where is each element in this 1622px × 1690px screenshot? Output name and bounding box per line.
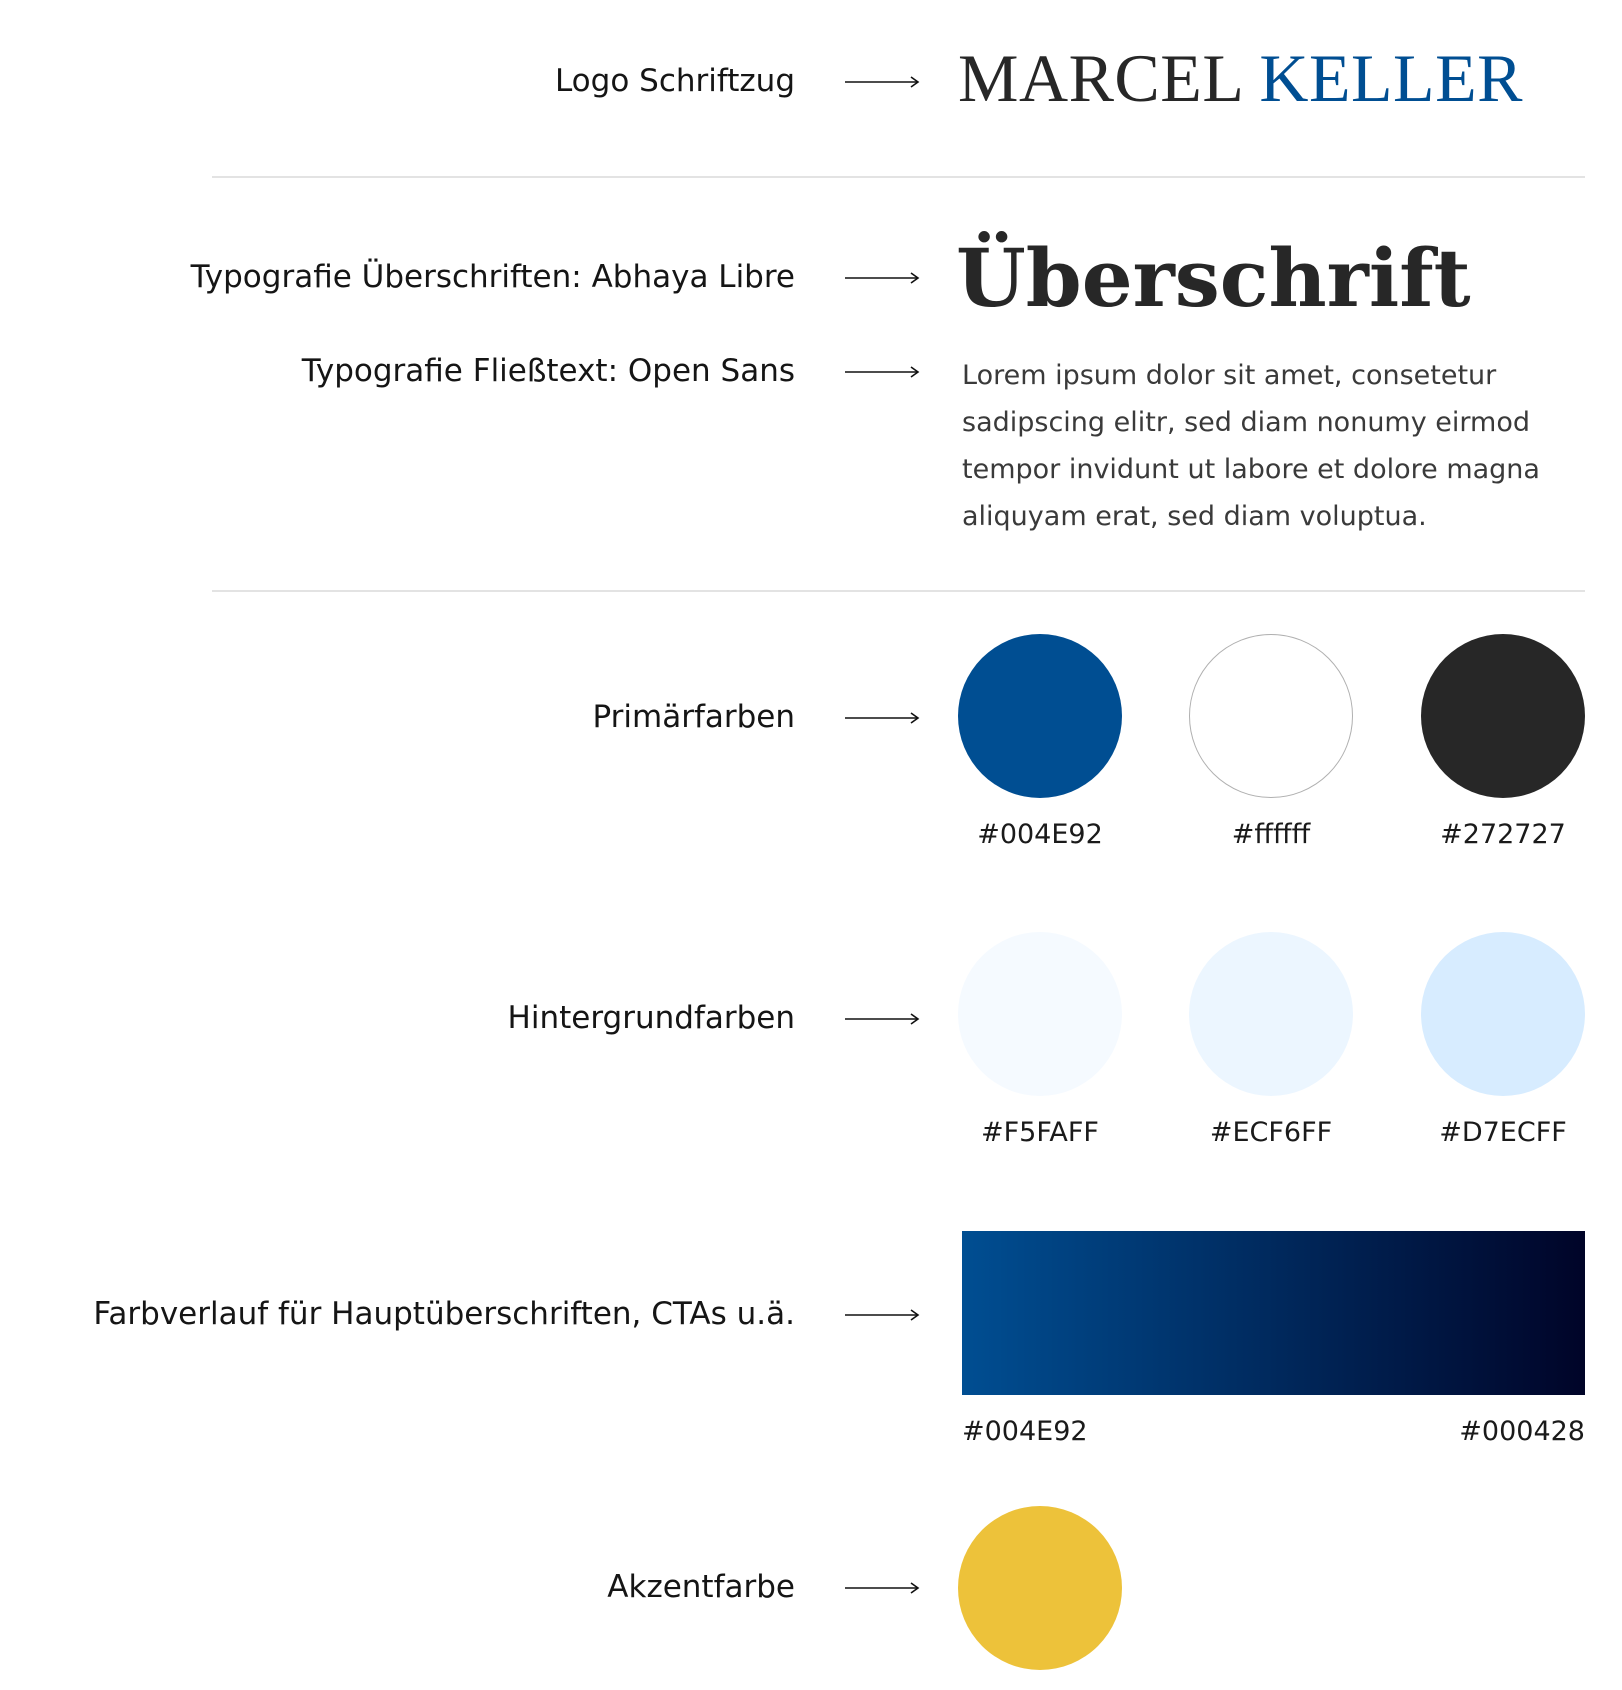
color-swatch-accent — [958, 1506, 1122, 1670]
hex-code: #D7ECFF — [1439, 1117, 1567, 1148]
arrow-icon — [845, 1012, 921, 1026]
body-text-sample: Lorem ipsum dolor sit amet, consetetur sadipscing elitr, sed diam nonumy eirmod tempor invidunt ut labore et dolore magna aliquyam erat, sed diam voluptua. — [962, 360, 1540, 532]
hex-code: #004E92 — [977, 819, 1103, 850]
hex-code: #ffffff — [1231, 819, 1311, 850]
hex-code: #272727 — [1440, 819, 1566, 850]
hex-code: #ECF6FF — [1209, 1117, 1333, 1148]
logo-wordmark-second: KELLER — [1259, 40, 1523, 116]
hex-code: #F5FAFF — [981, 1117, 1099, 1148]
body-typography-label: Typografie Fließtext: Open Sans — [301, 353, 795, 389]
section-divider — [212, 590, 1585, 592]
logo-label: Logo Schriftzug — [554, 63, 795, 99]
logo-wordmark-first: MARCEL — [958, 40, 1242, 116]
gradient-swatch — [962, 1231, 1585, 1395]
color-swatch-primary-blue — [958, 634, 1122, 798]
arrow-icon — [845, 365, 921, 379]
logo-wordmark — [958, 40, 1523, 116]
color-swatch-bg-2 — [1189, 932, 1353, 1096]
heading-typography-label: Typografie Überschriften: Abhaya Libre — [190, 259, 795, 295]
section-divider — [212, 176, 1585, 178]
background-colors-label: Hintergrundfarben — [507, 1000, 795, 1036]
color-swatch-bg-1 — [958, 932, 1122, 1096]
heading-sample: Überschrift — [956, 231, 1471, 325]
color-swatch-dark — [1421, 634, 1585, 798]
color-swatch-bg-3 — [1421, 932, 1585, 1096]
arrow-icon — [845, 1308, 921, 1322]
arrow-icon — [845, 271, 921, 285]
arrow-icon — [845, 711, 921, 725]
arrow-icon — [845, 1581, 921, 1595]
accent-color-label: Akzentfarbe — [607, 1569, 795, 1605]
primary-colors-label: Primärfarben — [592, 699, 795, 735]
gradient-end-hex: #000428 — [1459, 1416, 1585, 1447]
arrow-icon — [845, 75, 921, 89]
gradient-label: Farbverlauf für Hauptüberschriften, CTAs u.ä. — [93, 1296, 795, 1332]
gradient-start-hex: #004E92 — [962, 1416, 1088, 1447]
color-swatch-white — [1189, 634, 1353, 798]
